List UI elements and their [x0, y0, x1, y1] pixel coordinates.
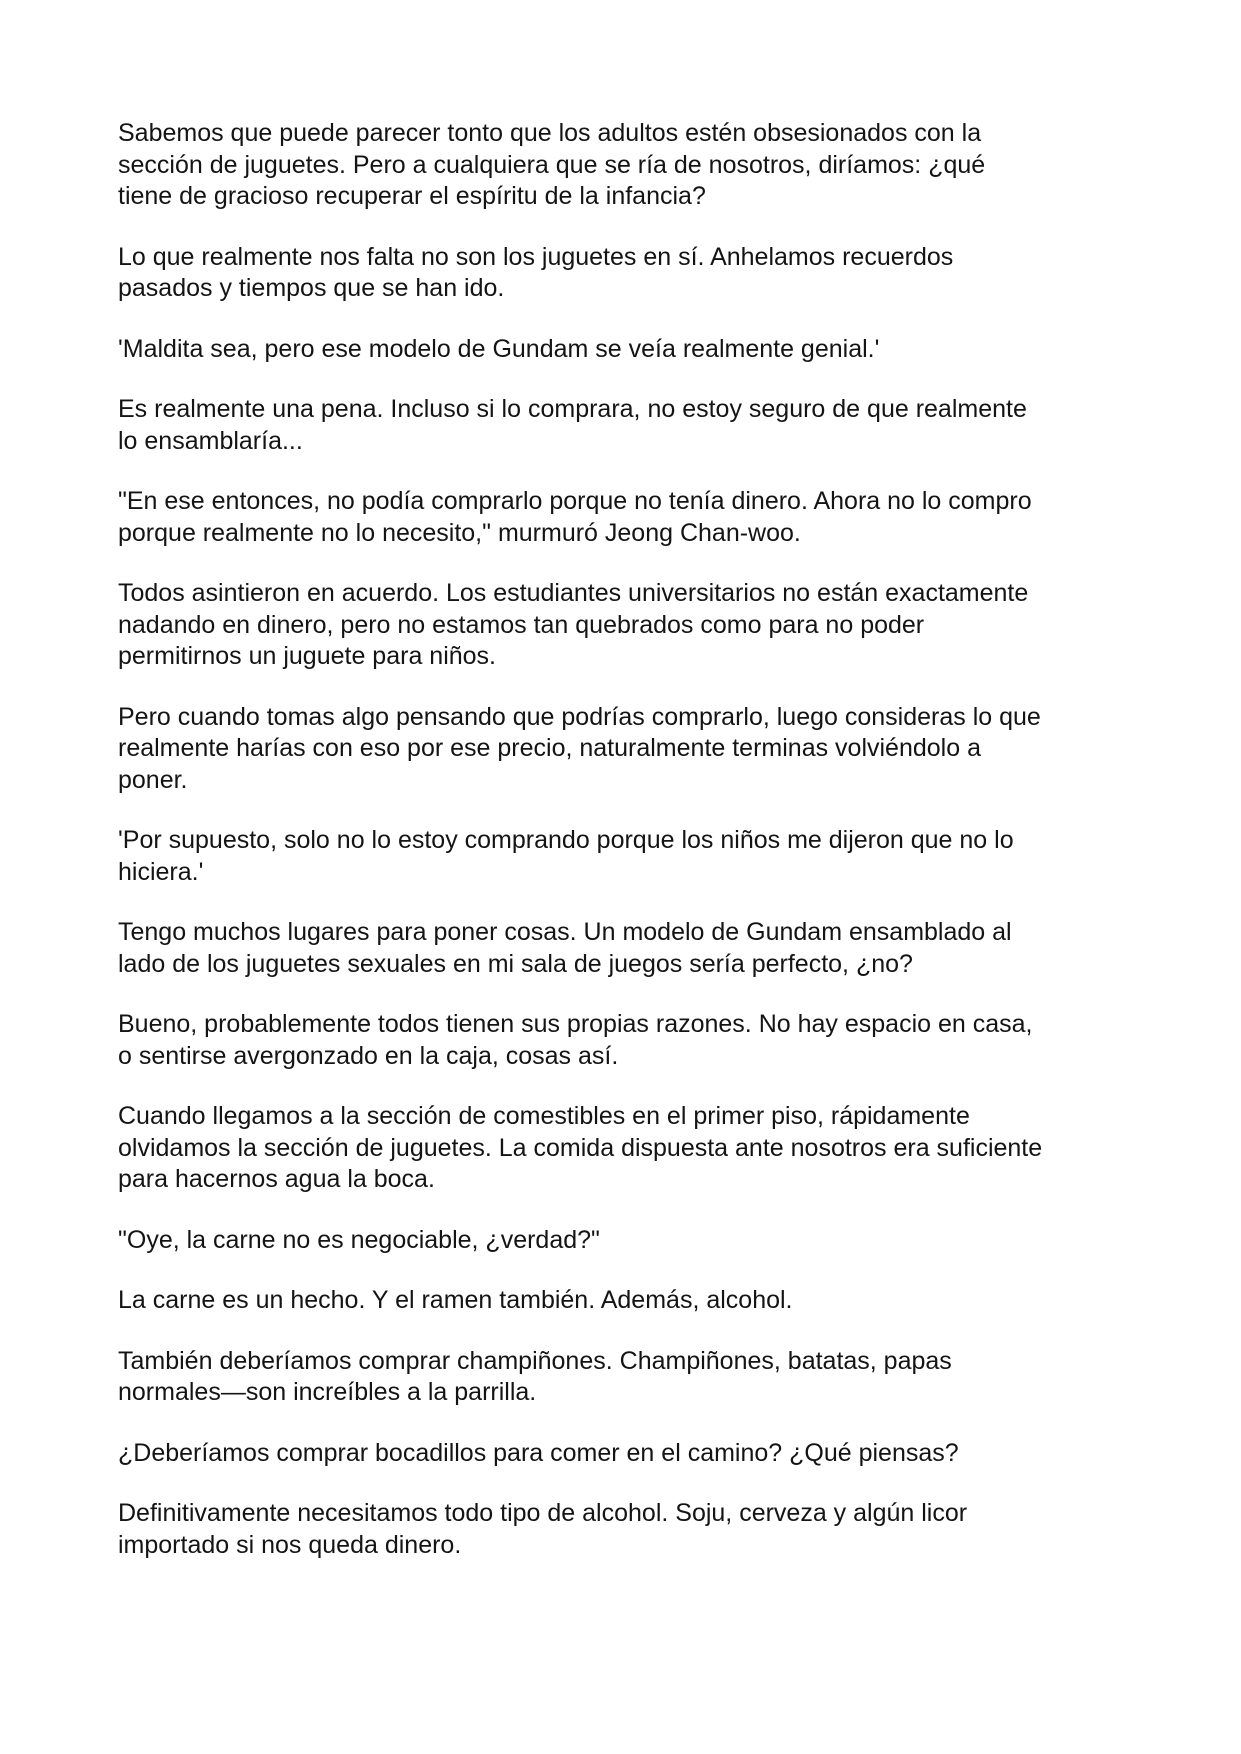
paragraph-15: ¿Deberíamos comprar bocadillos para comer en el camino? ¿Qué piensas?	[118, 1438, 959, 1467]
paragraph-8: 'Por supuesto, solo no lo estoy comprando porque los niños me dijeron que no lo hiciera.'	[118, 826, 1014, 886]
paragraph-10: Bueno, probablemente todos tienen sus propias razones. No hay espacio en casa, o sentirse avergonzado en la caja, cosas así.	[118, 1010, 1033, 1070]
paragraph-6: Todos asintieron en acuerdo. Los estudiantes universitarios no están exactamente nadando en dinero, pero no estamos tan quebrados como para no poder permitirnos un juguete para niños.	[118, 579, 1029, 670]
paragraph-7: Pero cuando tomas algo pensando que podrías comprarlo, luego consideras lo que realmente harías con eso por ese precio, naturalmente terminas volviéndolo a poner.	[118, 702, 1041, 794]
paragraph-9: Tengo muchos lugares para poner cosas. Un modelo de Gundam ensamblado al lado de los juguetes sexuales en mi sala de juegos sería perfecto, ¿no?	[118, 918, 1012, 978]
paragraph-13: La carne es un hecho. Y el ramen también. Además, alcohol.	[118, 1286, 793, 1314]
paragraph-4: Es realmente una pena. Incluso si lo comprara, no estoy seguro de que realmente lo ensamblaría...	[118, 395, 1027, 455]
paragraph-5: "En ese entonces, no podía comprarlo porque no tenía dinero. Ahora no lo compro porque realmente no lo necesito," murmuró Jeong Chan-woo.	[118, 487, 1032, 547]
paragraph-16: Definitivamente necesitamos todo tipo de alcohol. Soju, cerveza y algún licor importado si nos queda dinero.	[118, 1499, 968, 1559]
paragraph-1: Sabemos que puede parecer tonto que los adultos estén obsesionados con la sección de juguetes. Pero a cualquiera que se ría de nosotros, diríamos: ¿qué tiene de gracioso recuperar el espíritu de la infancia?	[118, 119, 986, 210]
paragraph-14: También deberíamos comprar champiñones. Champiñones, batatas, papas normales—son increíbles a la parrilla.	[118, 1346, 952, 1406]
document-body	[118, 118, 1128, 1590]
paragraph-2: Lo que realmente nos falta no son los juguetes en sí. Anhelamos recuerdos pasados y tiempos que se han ido.	[118, 242, 954, 302]
paragraph-12: "Oye, la carne no es negociable, ¿verdad?"	[118, 1225, 600, 1254]
paragraph-11: Cuando llegamos a la sección de comestibles en el primer piso, rápidamente olvidamos la sección de juguetes. La comida dispuesta ante nosotros era suficiente para hacernos agua la boca.	[118, 1102, 1043, 1193]
paragraph-3: 'Maldita sea, pero ese modelo de Gundam se veía realmente genial.'	[118, 334, 880, 363]
